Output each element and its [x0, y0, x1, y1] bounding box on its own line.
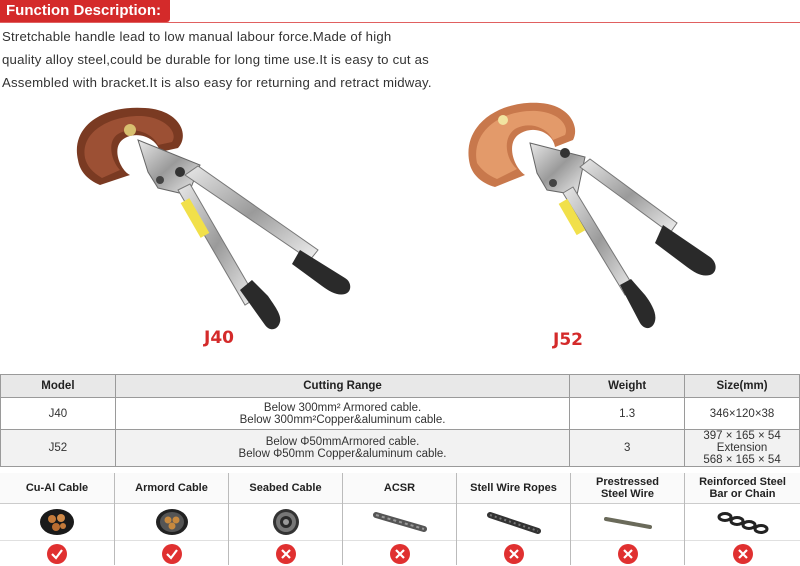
model-cell: J52: [1, 430, 116, 467]
column-header-cutting-range: Cutting Range: [115, 375, 569, 398]
description-line: Stretchable handle lead to low manual labour force.Made of high: [2, 29, 392, 44]
prestressed-wire-icon: [598, 507, 658, 537]
material-title: Seabed Cable: [229, 473, 342, 504]
table-header-row: [1, 375, 800, 398]
materials-grid: [0, 473, 800, 565]
check-icon: [161, 543, 183, 565]
cross-icon: [503, 543, 525, 565]
model-cell: J40: [1, 398, 116, 430]
column-header-size: Size(mm): [685, 375, 800, 398]
material-title-line: Reinforced Steel: [699, 476, 786, 488]
table-row: [1, 398, 800, 430]
material-column: [342, 473, 456, 565]
cutting-range-cell: [115, 398, 569, 430]
description-line: quality alloy steel,could be durable for long time use.It is easy to cut as: [2, 52, 429, 67]
function-description: [2, 25, 522, 94]
weight-cell: 3: [570, 430, 685, 467]
material-column: [228, 473, 342, 565]
cross-icon: [617, 543, 639, 565]
size-line: 568 × 165 × 54: [703, 454, 781, 466]
material-title-line: Steel Wire: [600, 488, 655, 500]
steel-chain-icon: [713, 507, 773, 537]
cross-icon: [732, 543, 754, 565]
wire-rope-icon: [484, 507, 544, 537]
j52-cutter-image: [455, 95, 725, 340]
material-title: Cu-Al Cable: [0, 473, 114, 504]
j40-cutter-image: [60, 100, 360, 335]
j40-label: J40: [204, 328, 234, 348]
cutting-range-cell: [115, 430, 569, 467]
weight-cell: 1.3: [570, 398, 685, 430]
size-line: Extension: [716, 442, 768, 454]
material-title: [571, 473, 684, 504]
size-line: 397 × 165 × 54: [703, 430, 781, 442]
table-row: [1, 430, 800, 467]
material-column: [456, 473, 570, 565]
cross-icon: [275, 543, 297, 565]
material-column: [114, 473, 228, 565]
range-line: Below 300mm²Copper&aluminum cable.: [239, 413, 446, 426]
range-line: Below Φ50mm Copper&aluminum cable.: [238, 448, 447, 460]
column-header-model: Model: [1, 375, 116, 398]
material-title: [685, 473, 800, 504]
size-cell: 346×120×38: [685, 398, 800, 430]
j52-label: J52: [553, 330, 583, 350]
material-title-line: Prestressed: [596, 476, 659, 488]
material-title: Stell Wire Ropes: [457, 473, 570, 504]
range-line: Below 300mm² Armored cable.: [263, 401, 422, 414]
cu-al-cable-icon: [34, 507, 80, 537]
specs-table: [0, 374, 800, 467]
seabed-cable-icon: [263, 507, 309, 537]
acsr-icon: [370, 507, 430, 537]
armored-cable-icon: [149, 507, 195, 537]
header-divider: [0, 22, 800, 23]
size-cell: [685, 430, 800, 467]
description-line: Assembled with bracket.It is also easy for returning and retract midway.: [2, 75, 432, 90]
material-column: [684, 473, 800, 565]
material-column: [0, 473, 114, 565]
material-title: ACSR: [343, 473, 456, 504]
material-title-line: Bar or Chain: [709, 488, 776, 500]
cross-icon: [389, 543, 411, 565]
material-column: [570, 473, 684, 565]
section-title: Function Description:: [0, 0, 170, 22]
column-header-weight: Weight: [570, 375, 685, 398]
range-line: Below Φ50mmArmored cable.: [265, 436, 420, 448]
material-title: Armord Cable: [115, 473, 228, 504]
check-icon: [46, 543, 68, 565]
